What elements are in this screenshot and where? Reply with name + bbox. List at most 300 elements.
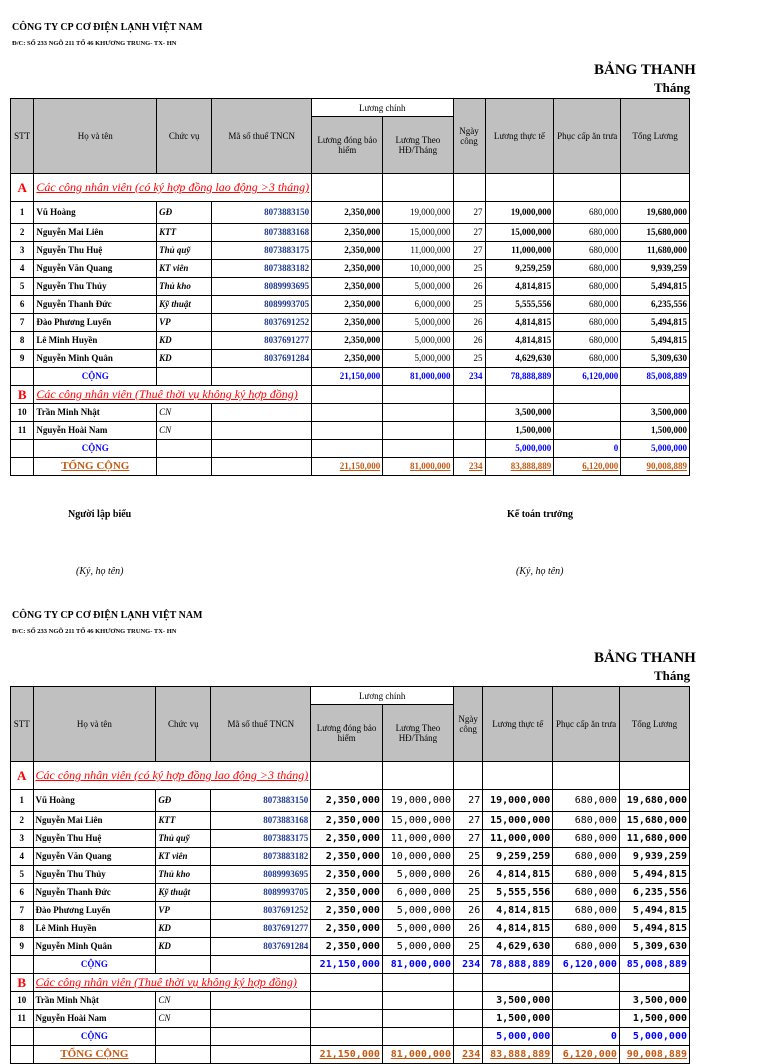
row-name: Trần Minh Nhật (33, 992, 156, 1010)
empty-cell (619, 974, 689, 992)
row-total: 3,500,000 (621, 404, 690, 422)
section-a-heading (11, 762, 690, 790)
row-name: Đào Phương Luyến (34, 314, 157, 332)
row-tax-code: 8037691277 (212, 332, 312, 350)
row-position: Thủ quỹ (156, 830, 211, 848)
row-insurance-salary: 2,350,000 (311, 830, 383, 848)
section-b-heading (11, 386, 690, 404)
row-total: 9,939,259 (619, 848, 689, 866)
row-position: KD (156, 938, 211, 956)
payroll-table (10, 98, 690, 476)
grand-total-actual: 83,888,889 (485, 458, 554, 476)
row-name: Vũ Hoàng (33, 790, 156, 812)
row-actual-salary: 4,814,815 (485, 314, 554, 332)
row-tax-code: 8089993695 (212, 278, 312, 296)
row-days: 26 (453, 278, 485, 296)
empty-cell (485, 386, 554, 404)
table-row (11, 422, 690, 440)
header-actual: Lương thực tế (483, 687, 553, 762)
subtotal-days: 234 (453, 368, 485, 386)
row-tax-code: 8037691252 (212, 314, 312, 332)
row-total: 6,235,556 (621, 296, 690, 314)
row-name: Nguyễn Thu Huệ (33, 830, 156, 848)
empty-cell (453, 386, 485, 404)
table-row (11, 278, 690, 296)
empty-cell (383, 440, 453, 458)
row-position: CN (157, 422, 212, 440)
row-position: KD (156, 920, 211, 938)
table-row (11, 938, 690, 956)
row-contract-salary: 5,000,000 (383, 314, 453, 332)
row-insurance-salary: 2,350,000 (311, 920, 383, 938)
header-stt: STT (11, 99, 34, 174)
empty-cell (311, 1028, 383, 1046)
header-position: Chức vụ (157, 99, 212, 174)
empty-cell (11, 368, 34, 386)
header-days: Ngày công (453, 687, 482, 762)
row-lunch: 680,000 (554, 350, 621, 368)
row-position: VP (156, 902, 211, 920)
row-name: Nguyễn Văn Quang (33, 848, 156, 866)
row-lunch: 680,000 (554, 332, 621, 350)
header-insurance: Lương đóng bảo hiểm (311, 705, 383, 762)
row-insurance-salary: 2,350,000 (311, 938, 383, 956)
row-total: 5,309,630 (621, 350, 690, 368)
row-position: GĐ (156, 790, 211, 812)
empty-cell (453, 174, 485, 202)
row-days: 26 (453, 902, 482, 920)
empty-cell (212, 368, 312, 386)
row-days: 26 (453, 920, 482, 938)
empty-cell (382, 762, 453, 790)
row-total: 11,680,000 (621, 242, 690, 260)
row-tax-code: 8073883150 (211, 790, 311, 812)
empty-cell (453, 974, 482, 992)
empty-cell (483, 974, 553, 992)
row-actual-salary: 15,000,000 (483, 812, 553, 830)
row-position: VP (157, 314, 212, 332)
empty-cell (211, 992, 311, 1010)
header-main-salary: Lương chính (311, 687, 454, 705)
empty-cell (382, 992, 453, 1010)
empty-cell (453, 1028, 482, 1046)
row-lunch: 680,000 (554, 296, 621, 314)
row-lunch: 680,000 (554, 224, 621, 242)
empty-cell (157, 368, 212, 386)
empty-cell (619, 762, 689, 790)
row-name: Nguyễn Hoài Nam (33, 1010, 156, 1028)
row-actual-salary: 1,500,000 (485, 422, 554, 440)
grand-total-days: 234 (453, 1046, 482, 1064)
empty-cell (382, 974, 453, 992)
row-stt: 6 (11, 884, 34, 902)
row-contract-salary: 10,000,000 (382, 848, 453, 866)
subtotal-total: 85,008,889 (621, 368, 690, 386)
row-days: 25 (453, 350, 485, 368)
row-position: KTT (157, 224, 212, 242)
row-total: 19,680,000 (621, 202, 690, 224)
grand-total-actual: 83,888,889 (483, 1046, 553, 1064)
row-contract-salary: 5,000,000 (382, 938, 453, 956)
row-actual-salary: 1,500,000 (483, 1010, 553, 1028)
row-total: 5,309,630 (619, 938, 689, 956)
empty-cell (383, 422, 453, 440)
row-actual-salary: 9,259,259 (485, 260, 554, 278)
empty-cell (483, 762, 553, 790)
row-name: Nguyễn Thanh Đức (34, 296, 157, 314)
grand-total-insurance: 21,150,000 (312, 458, 383, 476)
row-position: KD (157, 332, 212, 350)
subtotal-lunch: 0 (554, 440, 621, 458)
row-contract-salary: 11,000,000 (382, 830, 453, 848)
row-insurance-salary: 2,350,000 (311, 884, 383, 902)
row-insurance-salary: 2,350,000 (312, 314, 383, 332)
row-days: 25 (453, 296, 485, 314)
row-insurance-salary: 2,350,000 (311, 902, 383, 920)
table-row (11, 350, 690, 368)
row-stt: 7 (11, 902, 34, 920)
subtotal-actual: 5,000,000 (485, 440, 554, 458)
row-days: 25 (453, 884, 482, 902)
row-tax-code: 8037691252 (211, 902, 311, 920)
header-tax: Mã số thuế TNCN (211, 687, 311, 762)
table-row (11, 884, 690, 902)
section-a-subtotal (11, 368, 690, 386)
header-lunch: Phục cấp ăn trưa (553, 687, 620, 762)
section-b-letter: B (11, 974, 34, 992)
empty-cell (553, 1010, 620, 1028)
empty-cell (311, 974, 383, 992)
row-contract-salary: 6,000,000 (382, 884, 453, 902)
row-days: 25 (453, 260, 485, 278)
row-days: 26 (453, 332, 485, 350)
row-insurance-salary: 2,350,000 (311, 790, 383, 812)
header-position: Chức vụ (156, 687, 211, 762)
preparer-label: Người lập biểu (68, 509, 132, 520)
row-actual-salary: 15,000,000 (485, 224, 554, 242)
subtotal-actual: 78,888,889 (485, 368, 554, 386)
row-days: 27 (453, 830, 482, 848)
row-name: Nguyễn Hoài Nam (34, 422, 157, 440)
empty-cell (554, 422, 621, 440)
row-insurance-salary: 2,350,000 (312, 224, 383, 242)
row-actual-salary: 3,500,000 (483, 992, 553, 1010)
row-lunch: 680,000 (553, 902, 620, 920)
row-lunch: 680,000 (554, 260, 621, 278)
row-insurance-salary: 2,350,000 (311, 848, 383, 866)
table-row (11, 812, 690, 830)
table-row (11, 830, 690, 848)
row-position: CN (157, 404, 212, 422)
row-total: 15,680,000 (619, 812, 689, 830)
subtotal-lunch: 6,120,000 (554, 368, 621, 386)
row-tax-code: 8073883168 (212, 224, 312, 242)
header-actual: Lương thực tế (485, 99, 554, 174)
row-actual-salary: 19,000,000 (483, 790, 553, 812)
table-row (11, 404, 690, 422)
row-name: Vũ Hoàng (34, 202, 157, 224)
empty-cell (383, 404, 453, 422)
row-tax-code: 8073883182 (211, 848, 311, 866)
payroll-table (10, 686, 690, 1064)
row-tax-code: 8037691284 (211, 938, 311, 956)
row-stt: 8 (11, 332, 34, 350)
row-stt: 2 (11, 224, 34, 242)
row-contract-salary: 5,000,000 (382, 902, 453, 920)
chief-accountant-label: Kế toán trưởng (507, 509, 573, 520)
row-lunch: 680,000 (553, 812, 620, 830)
table-row (11, 332, 690, 350)
table-row (11, 224, 690, 242)
row-days: 27 (453, 224, 485, 242)
header-stt: STT (11, 687, 34, 762)
empty-cell (383, 386, 453, 404)
section-b-title: Các công nhân viên (Thuê thời vụ không ký hợp đồng) (34, 386, 312, 404)
row-contract-salary: 19,000,000 (383, 202, 453, 224)
row-lunch: 680,000 (553, 884, 620, 902)
row-name: Trần Minh Nhật (34, 404, 157, 422)
subtotal-contract: 81,000,000 (383, 368, 453, 386)
row-actual-salary: 19,000,000 (485, 202, 554, 224)
row-insurance-salary: 2,350,000 (312, 332, 383, 350)
empty-cell (211, 1028, 311, 1046)
row-actual-salary: 3,500,000 (485, 404, 554, 422)
subtotal-actual: 5,000,000 (483, 1028, 553, 1046)
empty-cell (312, 422, 383, 440)
row-actual-salary: 9,259,259 (483, 848, 553, 866)
grand-total-lunch: 6,120,000 (554, 458, 621, 476)
empty-cell (156, 956, 211, 974)
header-main-salary: Lương chính (312, 99, 453, 117)
row-lunch: 680,000 (554, 314, 621, 332)
sheet-title: BẢNG THANH (594, 650, 696, 666)
row-stt: 4 (11, 260, 34, 278)
row-contract-salary: 5,000,000 (382, 920, 453, 938)
row-position: KT viên (157, 260, 212, 278)
header-name: Họ và tên (34, 99, 157, 174)
empty-cell (212, 422, 312, 440)
section-a-title: Các công nhân viên (có ký hợp đồng lao động >3 tháng) (34, 174, 312, 202)
empty-cell (11, 440, 34, 458)
empty-cell (212, 404, 312, 422)
row-total: 5,494,815 (621, 332, 690, 350)
row-stt: 4 (11, 848, 34, 866)
row-position: Kỹ thuật (157, 296, 212, 314)
row-stt: 3 (11, 830, 34, 848)
empty-cell (211, 956, 311, 974)
subtotal-label: CỘNG (33, 956, 156, 974)
table-row (11, 848, 690, 866)
table-row (11, 242, 690, 260)
row-days: 25 (453, 848, 482, 866)
grand-total-lunch: 6,120,000 (553, 1046, 620, 1064)
row-position: Thủ kho (157, 278, 212, 296)
table-row (11, 992, 690, 1010)
row-stt: 2 (11, 812, 34, 830)
row-total: 5,494,815 (619, 866, 689, 884)
row-tax-code: 8089993705 (212, 296, 312, 314)
row-position: KD (157, 350, 212, 368)
row-days: 26 (453, 314, 485, 332)
empty-cell (453, 762, 482, 790)
subtotal-lunch: 6,120,000 (553, 956, 620, 974)
row-tax-code: 8089993705 (211, 884, 311, 902)
header-contract: Lương Theo HĐ/Tháng (383, 117, 453, 174)
row-position: Kỹ thuật (156, 884, 211, 902)
table-row (11, 260, 690, 278)
row-name: Nguyễn Mai Liên (33, 812, 156, 830)
row-actual-salary: 11,000,000 (485, 242, 554, 260)
subtotal-insurance: 21,150,000 (312, 368, 383, 386)
header-total: Tổng Lương (619, 687, 689, 762)
chief-accountant-sign-hint: (Ký, họ tên) (516, 566, 564, 577)
row-total: 5,494,815 (621, 314, 690, 332)
subtotal-label: CỘNG (33, 1028, 156, 1046)
row-name: Nguyễn Thu Huệ (34, 242, 157, 260)
empty-cell (312, 386, 383, 404)
row-stt: 1 (11, 790, 34, 812)
row-actual-salary: 4,629,630 (485, 350, 554, 368)
empty-cell (383, 174, 453, 202)
grand-total-total: 90,008,889 (619, 1046, 689, 1064)
table-row (11, 1010, 690, 1028)
row-actual-salary: 4,814,815 (483, 866, 553, 884)
table-row (11, 902, 690, 920)
row-insurance-salary: 2,350,000 (311, 812, 383, 830)
empty-cell (311, 1010, 383, 1028)
row-position: CN (156, 1010, 211, 1028)
empty-cell (621, 174, 690, 202)
row-actual-salary: 5,555,556 (483, 884, 553, 902)
row-actual-salary: 11,000,000 (483, 830, 553, 848)
row-days: 27 (453, 242, 485, 260)
header-days: Ngày công (453, 99, 485, 174)
row-stt: 9 (11, 938, 34, 956)
row-contract-salary: 5,000,000 (383, 332, 453, 350)
row-total: 1,500,000 (621, 422, 690, 440)
empty-cell (211, 1010, 311, 1028)
empty-cell (211, 1046, 311, 1064)
row-lunch: 680,000 (553, 830, 620, 848)
section-b-heading (11, 974, 690, 992)
row-position: KTT (156, 812, 211, 830)
row-position: Thủ quỹ (157, 242, 212, 260)
grand-total-label: TỔNG CỘNG (34, 458, 157, 476)
row-lunch: 680,000 (553, 866, 620, 884)
subtotal-days: 234 (453, 956, 482, 974)
empty-cell (156, 1028, 211, 1046)
row-stt: 9 (11, 350, 34, 368)
company-name: CÔNG TY CP CƠ ĐIỆN LẠNH VIỆT NAM (12, 610, 203, 621)
row-tax-code: 8073883175 (211, 830, 311, 848)
row-stt: 10 (11, 404, 34, 422)
row-name: Lê Minh Huyền (33, 920, 156, 938)
empty-cell (11, 1028, 34, 1046)
empty-cell (453, 422, 485, 440)
section-a-subtotal (11, 956, 690, 974)
row-total: 3,500,000 (619, 992, 689, 1010)
row-total: 6,235,556 (619, 884, 689, 902)
row-actual-salary: 4,814,815 (483, 920, 553, 938)
table-row (11, 866, 690, 884)
row-lunch: 680,000 (553, 848, 620, 866)
payroll-body (11, 174, 690, 476)
sheet-month: Tháng (654, 80, 691, 95)
row-position: CN (156, 992, 211, 1010)
row-insurance-salary: 2,350,000 (312, 350, 383, 368)
row-total: 19,680,000 (619, 790, 689, 812)
empty-cell (553, 992, 620, 1010)
section-b-title: Các công nhân viên (Thuê thời vụ không ký hợp đồng) (33, 974, 311, 992)
row-actual-salary: 5,555,556 (485, 296, 554, 314)
empty-cell (453, 1010, 482, 1028)
row-contract-salary: 11,000,000 (383, 242, 453, 260)
row-days: 25 (453, 938, 482, 956)
row-stt: 5 (11, 278, 34, 296)
row-tax-code: 8037691277 (211, 920, 311, 938)
row-name: Nguyễn Minh Quân (33, 938, 156, 956)
grand-total-row (11, 458, 690, 476)
row-tax-code: 8073883182 (212, 260, 312, 278)
empty-cell (157, 440, 212, 458)
empty-cell (311, 762, 383, 790)
row-insurance-salary: 2,350,000 (312, 242, 383, 260)
row-contract-salary: 6,000,000 (383, 296, 453, 314)
row-stt: 6 (11, 296, 34, 314)
row-stt: 7 (11, 314, 34, 332)
row-name: Nguyễn Thu Thủy (34, 278, 157, 296)
row-stt: 5 (11, 866, 34, 884)
empty-cell (553, 762, 620, 790)
row-days: 26 (453, 866, 482, 884)
row-stt: 3 (11, 242, 34, 260)
header-contract: Lương Theo HĐ/Tháng (382, 705, 453, 762)
row-contract-salary: 19,000,000 (382, 790, 453, 812)
empty-cell (553, 974, 620, 992)
payroll-body (11, 762, 690, 1064)
row-name: Đào Phương Luyến (33, 902, 156, 920)
row-tax-code: 8089993695 (211, 866, 311, 884)
table-row (11, 202, 690, 224)
row-name: Lê Minh Huyền (34, 332, 157, 350)
row-tax-code: 8073883168 (211, 812, 311, 830)
row-days: 27 (453, 202, 485, 224)
empty-cell (156, 1046, 211, 1064)
subtotal-total: 5,000,000 (621, 440, 690, 458)
empty-cell (382, 1028, 453, 1046)
empty-cell (311, 992, 383, 1010)
row-contract-salary: 5,000,000 (382, 866, 453, 884)
empty-cell (554, 404, 621, 422)
row-position: KT viên (156, 848, 211, 866)
row-lunch: 680,000 (554, 242, 621, 260)
header-total: Tổng Lương (621, 99, 690, 174)
row-contract-salary: 5,000,000 (383, 350, 453, 368)
row-insurance-salary: 2,350,000 (312, 278, 383, 296)
row-name: Nguyễn Thanh Đức (33, 884, 156, 902)
section-a-heading (11, 174, 690, 202)
row-total: 5,494,815 (619, 920, 689, 938)
section-a-title: Các công nhân viên (có ký hợp đồng lao động >3 tháng) (33, 762, 311, 790)
empty-cell (312, 440, 383, 458)
row-days: 27 (453, 812, 482, 830)
preparer-sign-hint: (Ký, họ tên) (76, 566, 124, 577)
row-stt: 11 (11, 422, 34, 440)
row-actual-salary: 4,814,815 (485, 332, 554, 350)
row-position: GĐ (157, 202, 212, 224)
company-address: Đ/C: SỐ 233 NGÕ 211 TỔ 46 KHƯƠNG TRUNG- TX- HN (12, 40, 177, 47)
subtotal-total: 85,008,889 (619, 956, 689, 974)
